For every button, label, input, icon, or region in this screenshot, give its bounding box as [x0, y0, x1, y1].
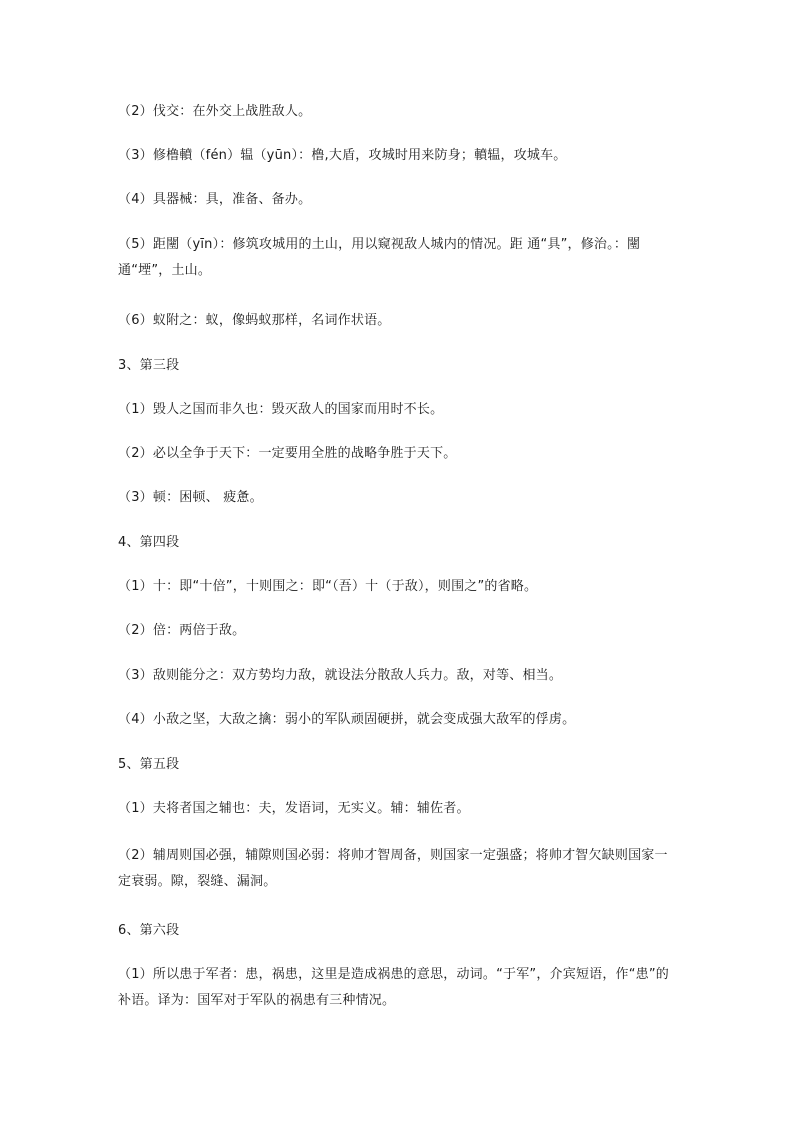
- section-heading-4: 4、第四段: [118, 535, 180, 550]
- note-xiaodizhijian: （4）小敌之坚，大敌之擒：弱小的军队顽固硬拼，就会变成强大敌军的俘虏。: [118, 712, 576, 727]
- note-biyiquanzheng: （2）必以全争于天下：一定要用全胜的战略争胜于天下。: [118, 446, 457, 461]
- note-juqixie: （4）具器械：具，准备、备办。: [118, 192, 312, 207]
- note-xiulu: （3）修橹轒（fén）辒（yūn）：橹,大盾，攻城时用来防身；轒辒，攻城车。: [118, 148, 567, 163]
- note-suoyihuanyujun: （1）所以患于军者：患，祸患，这里是造成祸患的意思，动词。“于军”，介宾短语，作“患”的补语。译为：国军对于军队的祸患有三种情况。: [118, 967, 670, 1008]
- note-yifu: （6）蚁附之：蚁，像蚂蚁那样，名词作状语。: [118, 313, 391, 328]
- section-heading-6: 6、第六段: [118, 923, 180, 938]
- note-juyin: （5）距闉（yīn）：修筑攻城用的土山，用以窥视敌人城内的情况。距 通“具”，修治。：闉通“堙”，土山。: [118, 237, 641, 278]
- note-shi: （1）十：即“十倍”，十则围之：即“（吾）十（于敌），则围之”的省略。: [118, 579, 538, 594]
- note-dun: （3）顿：困顿、 疲惫。: [118, 490, 263, 505]
- note-huirenzhiguo: （1）毁人之国而非久也：毁灭敌人的国家而用时不长。: [118, 402, 444, 417]
- note-bei: （2）倍：两倍于敌。: [118, 623, 246, 638]
- note-fujiangzhe: （1）夫将者国之辅也：夫，发语词，无实义。辅：辅佐者。: [118, 801, 470, 816]
- section-heading-3: 3、第三段: [118, 358, 180, 373]
- note-fajiao: （2）伐交：在外交上战胜敌人。: [118, 104, 312, 119]
- note-dizenengfen: （3）敌则能分之：双方势均力敌，就设法分散敌人兵力。敌，对等、相当。: [118, 668, 563, 683]
- section-heading-5: 5、第五段: [118, 757, 180, 772]
- note-fuzhou: （2）辅周则国必强，辅隙则国必弱：将帅才智周备，则国家一定强盛；将帅才智欠缺则国家一定衰弱。隙，裂缝、漏洞。: [118, 848, 668, 889]
